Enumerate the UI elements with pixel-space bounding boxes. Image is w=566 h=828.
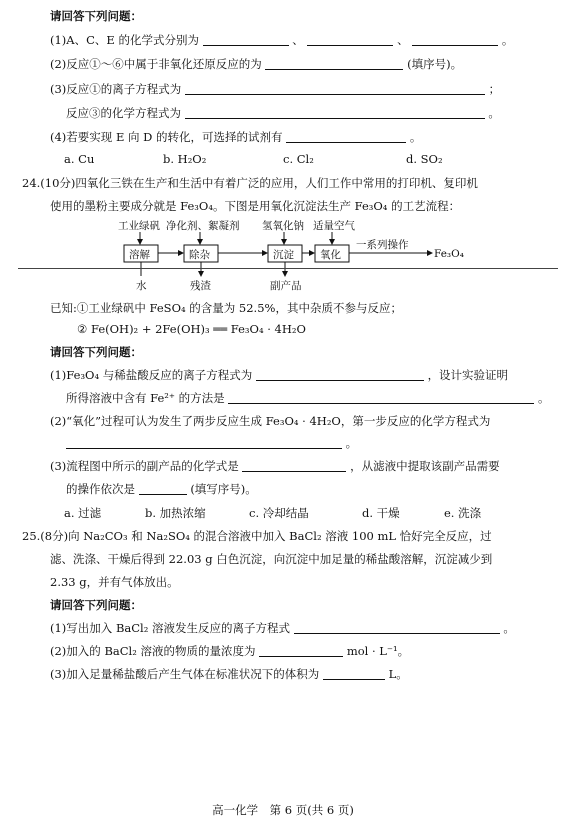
q24-s3-hint: (填写序号)。 bbox=[190, 482, 257, 496]
option-c: c. 冷却结晶 bbox=[249, 506, 309, 520]
q23-s4-end: 。 bbox=[409, 130, 422, 144]
q25-s3-unit: L。 bbox=[388, 667, 408, 681]
flow-label-air: 适量空气 bbox=[313, 220, 355, 232]
q23-s2-text: (2)反应①～⑥中属于非氧化还原反应的为 bbox=[50, 57, 262, 71]
q24-stem-line2: 使用的墨粉主要成分就是 Fe₃O₄。下图是用氧化沉淀法生产 Fe₃O₄ 的工艺流程： bbox=[50, 199, 461, 213]
flow-box-dissolve-label: 溶解 bbox=[129, 249, 150, 261]
flow-label-byproduct: 副产品 bbox=[270, 280, 302, 292]
option-b: b. 加热浓缩 bbox=[145, 506, 206, 520]
option-a: a. 过滤 bbox=[64, 506, 102, 520]
q23-s3b-text: 反应③的化学方程式为 bbox=[66, 106, 181, 120]
q24-known-1: 已知:①工业绿矾中 FeSO₄ 的含量为 52.5%，其中杂质不参与反应； bbox=[50, 301, 402, 315]
q24-s2-end: 。 bbox=[345, 436, 358, 450]
answer-blank[interactable] bbox=[256, 368, 424, 381]
q24-intro: 请回答下列问题： bbox=[50, 345, 142, 359]
option-c: c. Cl₂ bbox=[283, 152, 314, 166]
answer-blank[interactable] bbox=[294, 621, 500, 634]
flow-label-naoh: 氢氧化钠 bbox=[262, 220, 304, 232]
page-fold-line bbox=[18, 268, 558, 269]
answer-blank[interactable] bbox=[242, 459, 346, 472]
q24-subq1-cont bbox=[66, 391, 549, 405]
q25-s2-text: (2)加入的 BaCl₂ 溶液的物质的量浓度为 bbox=[50, 644, 256, 658]
q25-subq1 bbox=[50, 621, 515, 635]
process-flow-diagram bbox=[0, 0, 566, 300]
q23-s3b-end: 。 bbox=[488, 106, 500, 120]
q24-stem-line1: 24.(10分)四氧化三铁在生产和生活中有着广泛的应用，人们工作中常用的打印机、复印机 bbox=[22, 176, 478, 190]
q24-known-2: ② Fe(OH)₂ + 2Fe(OH)₃ ══ Fe₃O₄ · 4H₂O bbox=[77, 322, 306, 336]
q23-s1-sep1: 、 bbox=[292, 33, 304, 47]
option-d: d. 干燥 bbox=[362, 506, 400, 520]
q24-subq2-answer bbox=[66, 436, 357, 450]
q24-s3-text: (3)流程图中所示的副产品的化学式是 bbox=[50, 459, 239, 473]
q25-intro: 请回答下列问题： bbox=[50, 598, 142, 612]
flow-label-residue: 残渣 bbox=[190, 280, 211, 292]
q23-s3-text: (3)反应①的离子方程式为 bbox=[50, 82, 182, 96]
q24-s3-text-b: ，从滤液中提取该副产品需要 bbox=[350, 459, 500, 473]
q25-stem-line1: 25.(8分)向 Na₂CO₃ 和 Na₂SO₄ 的混合溶液中加入 BaCl₂ 溶液 100 mL 恰好完全反应，过 bbox=[22, 529, 492, 543]
q25-s1-text: (1)写出加入 BaCl₂ 溶液发生反应的离子方程式 bbox=[50, 621, 290, 635]
q25-subq2 bbox=[50, 644, 409, 658]
q23-s1-text: (1)A、C、E 的化学式分别为 bbox=[50, 33, 199, 47]
option-e: e. 洗涤 bbox=[444, 506, 482, 520]
option-d: d. SO₂ bbox=[406, 152, 443, 166]
q24-s1-text: (1)Fe₃O₄ 与稀盐酸反应的离子方程式为 bbox=[50, 368, 253, 382]
flow-box-oxidize-label: 氧化 bbox=[320, 249, 341, 261]
flow-box-precipitate-label: 沉淀 bbox=[273, 249, 294, 261]
q24-s1-end: 。 bbox=[537, 391, 550, 405]
answer-blank[interactable] bbox=[323, 667, 385, 680]
q25-subq3 bbox=[50, 667, 408, 681]
q25-s1-end: 。 bbox=[503, 621, 515, 635]
answer-blank[interactable] bbox=[66, 436, 342, 449]
page-footer: 高一化学 第 6 页(共 6 页) bbox=[212, 803, 354, 817]
answer-blank[interactable] bbox=[259, 644, 343, 657]
flow-label-green-vitriol: 工业绿矾 bbox=[118, 220, 160, 232]
q24-s3-text-c: 的操作依次是 bbox=[66, 482, 135, 496]
q25-s2-unit: mol · L⁻¹。 bbox=[346, 644, 410, 658]
flow-label-water: 水 bbox=[136, 280, 147, 292]
q23-s2-hint: (填序号)。 bbox=[407, 57, 463, 71]
option-b: b. H₂O₂ bbox=[163, 152, 207, 166]
flow-label-purifier: 净化剂、絮凝剂 bbox=[166, 220, 240, 232]
q24-subq3 bbox=[50, 459, 500, 473]
q25-stem-line2: 滤、洗涤、干燥后得到 22.03 g 白色沉淀，向沉淀中加足量的稀盐酸溶解，沉淀减少到 bbox=[50, 552, 493, 566]
q24-subq1 bbox=[50, 368, 508, 382]
q23-s1-end: 。 bbox=[501, 33, 514, 47]
option-a: a. Cu bbox=[64, 152, 95, 166]
q24-subq3-cont bbox=[66, 482, 257, 496]
q24-s1-text-c: 所得溶液中含有 Fe²⁺ 的方法是 bbox=[66, 391, 225, 405]
q23-s4-text: (4)若要实现 E 向 D 的转化，可选择的试剂有 bbox=[50, 130, 283, 144]
q23-intro: 请回答下列问题： bbox=[50, 9, 142, 23]
answer-blank[interactable] bbox=[228, 391, 534, 404]
q23-s3-end: ； bbox=[488, 82, 501, 96]
q24-s1-text-b: ，设计实验证明 bbox=[427, 368, 509, 382]
q24-subq2: (2)“氧化”过程可认为发生了两步反应生成 Fe₃O₄ · 4H₂O，第一步反应的化学方程式为 bbox=[50, 414, 491, 428]
answer-blank[interactable] bbox=[139, 482, 187, 495]
q25-s3-text: (3)加入足量稀盐酸后产生气体在标准状况下的体积为 bbox=[50, 667, 320, 681]
q23-s1-sep2: 、 bbox=[397, 33, 409, 47]
flow-box-remove-impurity-label: 除杂 bbox=[189, 249, 210, 261]
flow-product: Fe₃O₄ bbox=[434, 248, 464, 260]
q25-stem-line3: 2.33 g，并有气体放出。 bbox=[50, 575, 179, 589]
flow-arrow-text: 一系列操作 bbox=[356, 239, 409, 251]
